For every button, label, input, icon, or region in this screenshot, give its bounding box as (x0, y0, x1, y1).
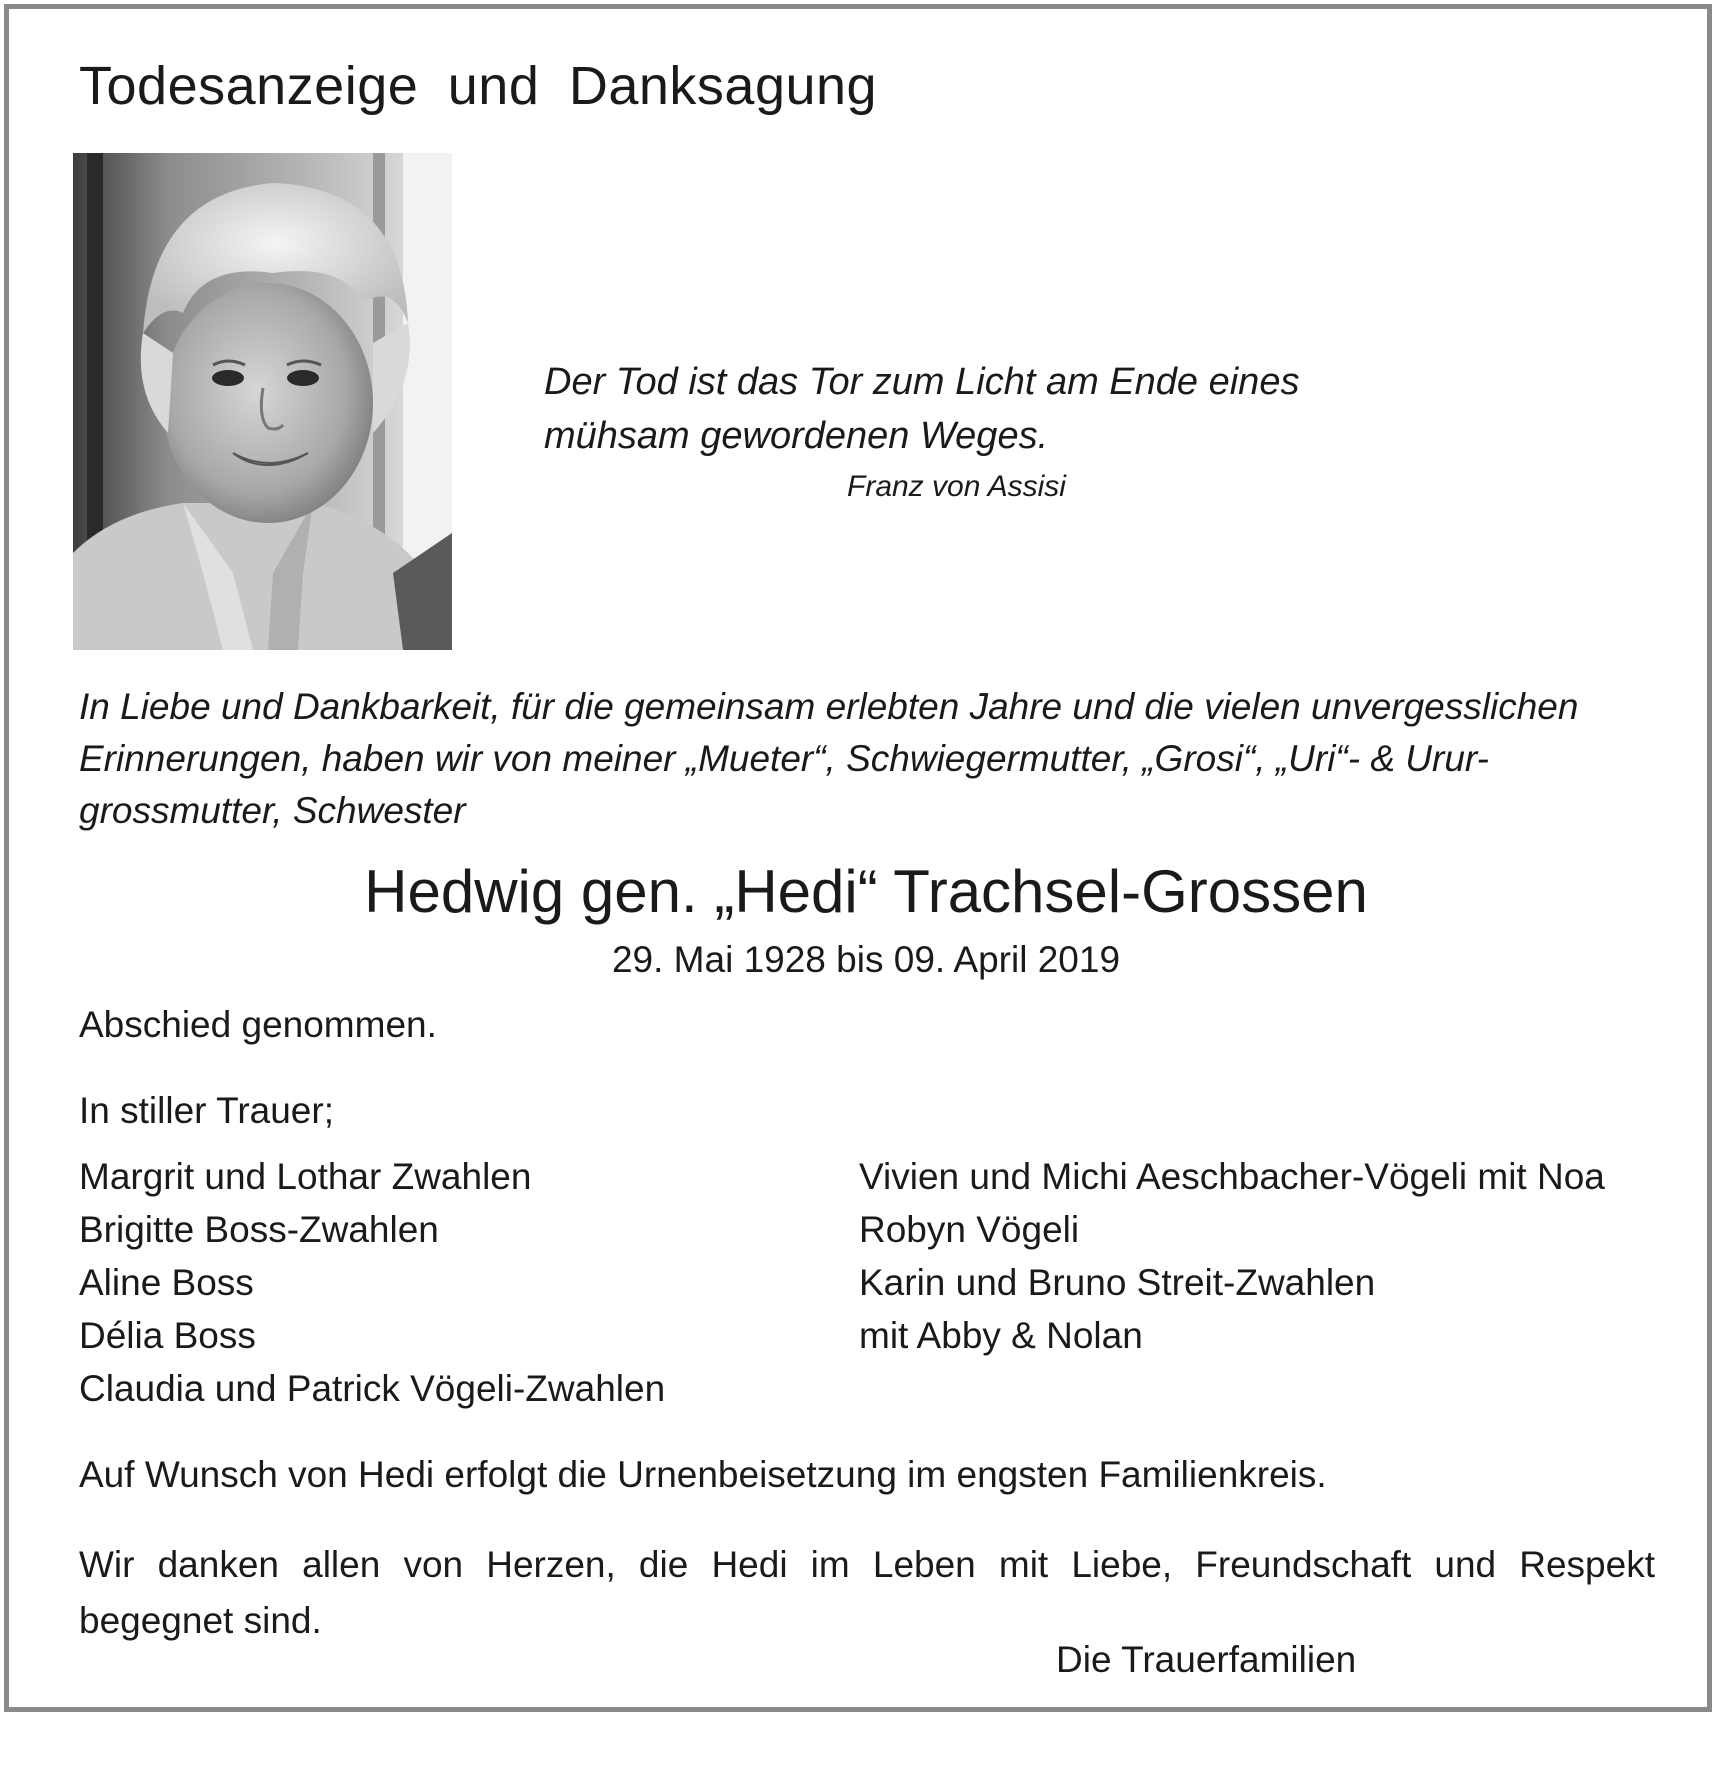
signature: Die Trauerfamilien (1056, 1639, 1357, 1680)
quote-line-2: mühsam gewordenen Weges. (544, 415, 1049, 457)
quote-author: Franz von Assisi (847, 470, 1066, 503)
mourner-entry: Délia Boss (79, 1315, 256, 1356)
portrait-photo (73, 153, 452, 650)
deceased-name: Hedwig gen. „Hedi“ Trachsel-Grossen (364, 858, 1368, 925)
farewell-text: Abschied genommen. (79, 1004, 437, 1045)
intro-line-1: In Liebe und Dankbarkeit, für die gemeinsam erlebten Jahre und die vielen unvergesslichen (79, 686, 1579, 727)
mourner-entry: mit Abby & Nolan (859, 1315, 1143, 1356)
quote-line-1: Der Tod ist das Tor zum Licht am Ende eines (544, 361, 1300, 403)
mourner-entry: Aline Boss (79, 1262, 254, 1303)
notice-heading: Todesanzeige und Danksagung (79, 56, 878, 116)
mourner-entry: Brigitte Boss-Zwahlen (79, 1209, 439, 1250)
mourning-label: In stiller Trauer; (79, 1090, 334, 1131)
thanks-text (79, 1537, 1655, 1649)
mourner-entry: Vivien und Michi Aeschbacher-Vögeli mit Noa (859, 1156, 1605, 1197)
burial-note: Auf Wunsch von Hedi erfolgt die Urnenbeisetzung im engsten Familienkreis. (79, 1454, 1327, 1495)
thanks-line-2: begegnet sind. (79, 1600, 322, 1641)
notice-frame (4, 4, 1712, 1712)
mourners-right-column (859, 1150, 1605, 1362)
intro-text (79, 681, 1578, 837)
life-dates: 29. Mai 1928 bis 09. April 2019 (611, 939, 1121, 980)
mourner-entry: Karin und Bruno Streit-Zwahlen (859, 1262, 1376, 1303)
quote-text (544, 355, 1299, 463)
thanks-line-1: Wir danken allen von Herzen, die Hedi im Leben mit Liebe, Freundschaft und Respekt (79, 1544, 1655, 1585)
mourner-entry: Claudia und Patrick Vögeli-Zwahlen (79, 1368, 666, 1409)
mourner-entry: Robyn Vögeli (859, 1209, 1080, 1250)
mourner-entry: Margrit und Lothar Zwahlen (79, 1156, 532, 1197)
intro-line-3: grossmutter, Schwester (79, 790, 466, 831)
mourners-left-column (79, 1150, 665, 1415)
intro-line-2: Erinnerungen, haben wir von meiner „Mueter“, Schwiegermutter, „Grosi“, „Uri“- & Urur- (79, 738, 1489, 779)
